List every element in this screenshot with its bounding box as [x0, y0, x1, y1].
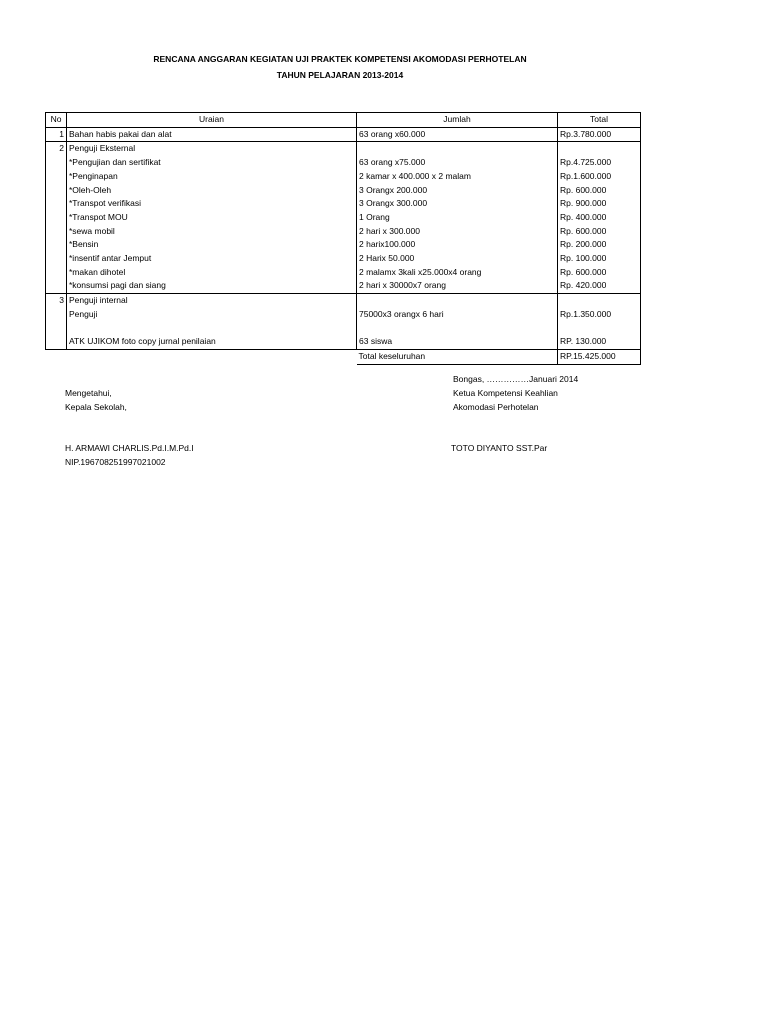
row-number: [46, 238, 67, 252]
row-quantity: 2 kamar x 400.000 x 2 malam: [357, 170, 558, 184]
row-quantity: 1 Orang: [357, 211, 558, 225]
table-row: [46, 322, 641, 336]
table-row: [46, 197, 641, 211]
row-number: [46, 335, 67, 349]
row-description: *Bensin: [67, 238, 357, 252]
row-number: [46, 184, 67, 198]
table-row: [46, 170, 641, 184]
row-total: Rp.1.350.000: [558, 308, 641, 322]
row-description: *konsumsi pagi dan siang: [67, 279, 357, 293]
table-row: [46, 211, 641, 225]
row-number: [46, 211, 67, 225]
acknowledgement-label: Mengetahui,: [65, 388, 112, 398]
row-description: *Transpot MOU: [67, 211, 357, 225]
row-total: Rp. 400.000: [558, 211, 641, 225]
row-description: Bahan habis pakai dan alat: [67, 127, 357, 142]
table-row: [46, 238, 641, 252]
row-description: Penguji Eksternal: [67, 142, 357, 156]
row-number: [46, 266, 67, 280]
total-label: Total keseluruhan: [357, 349, 558, 364]
row-number: 1: [46, 127, 67, 142]
row-total: [558, 142, 641, 156]
row-total: Rp.1.600.000: [558, 170, 641, 184]
signature-left: [65, 386, 127, 414]
table-row: [46, 142, 641, 156]
table-header-row: [46, 113, 641, 128]
column-header-jumlah: Jumlah: [357, 113, 558, 128]
row-quantity: 2 harix100.000: [357, 238, 558, 252]
table-row: [46, 266, 641, 280]
row-quantity: 63 orang x60.000: [357, 127, 558, 142]
document-subtitle: TAHUN PELAJARAN 2013-2014: [276, 70, 404, 80]
row-description: [67, 322, 357, 336]
row-number: 2: [46, 142, 67, 156]
row-quantity: [357, 294, 558, 308]
column-header-no: No: [46, 113, 67, 128]
column-header-uraian: Uraian: [67, 113, 357, 128]
signature-right: [453, 372, 578, 414]
table-row: [46, 252, 641, 266]
row-quantity: 3 Orangx 200.000: [357, 184, 558, 198]
row-description: *Transpot verifikasi: [67, 197, 357, 211]
row-number: [46, 170, 67, 184]
row-quantity: [357, 142, 558, 156]
row-quantity: 2 hari x 30000x7 orang: [357, 279, 558, 293]
row-number: [46, 252, 67, 266]
row-total: Rp. 600.000: [558, 266, 641, 280]
row-number: [46, 156, 67, 170]
row-total: Rp. 100.000: [558, 252, 641, 266]
principal-nip: NIP.196708251997021002: [65, 457, 166, 467]
table-row: [46, 279, 641, 293]
total-row: [46, 349, 641, 364]
row-total: Rp. 200.000: [558, 238, 641, 252]
row-description: *Pengujian dan sertifikat: [67, 156, 357, 170]
program-name: Akomodasi Perhotelan: [453, 402, 539, 412]
row-total: Rp. 420.000: [558, 279, 641, 293]
table-row: [46, 308, 641, 322]
row-description: *insentif antar Jemput: [67, 252, 357, 266]
row-quantity: 63 siswa: [357, 335, 558, 349]
row-description: Penguji: [67, 308, 357, 322]
row-number: [46, 197, 67, 211]
row-description: ATK UJIKOM foto copy jurnal penilaian: [67, 335, 357, 349]
table-row: [46, 184, 641, 198]
row-total: Rp.4.725.000: [558, 156, 641, 170]
table-row: [46, 127, 641, 142]
row-total: Rp. 600.000: [558, 184, 641, 198]
head-signature-block: [451, 441, 547, 455]
row-description: *Penginapan: [67, 170, 357, 184]
row-description: *makan dihotel: [67, 266, 357, 280]
row-total: Rp. 900.000: [558, 197, 641, 211]
row-quantity: 75000x3 orangx 6 hari: [357, 308, 558, 322]
table-row: [46, 225, 641, 239]
row-description: *Oleh-Oleh: [67, 184, 357, 198]
head-of-program-title: Ketua Kompetensi Keahlian: [453, 388, 558, 398]
row-description: Penguji internal: [67, 294, 357, 308]
table-row: [46, 156, 641, 170]
row-number: [46, 225, 67, 239]
row-quantity: 3 Orangx 300.000: [357, 197, 558, 211]
row-number: [46, 279, 67, 293]
row-quantity: 2 Harix 50.000: [357, 252, 558, 266]
row-total: RP. 130.000: [558, 335, 641, 349]
row-quantity: 63 orang x75.000: [357, 156, 558, 170]
document-title: RENCANA ANGGARAN KEGIATAN UJI PRAKTEK KOMPETENSI AKOMODASI PERHOTELAN: [153, 54, 527, 64]
row-total: [558, 322, 641, 336]
row-number: [46, 308, 67, 322]
head-name: TOTO DIYANTO SST.Par: [451, 443, 548, 453]
row-total: Rp. 600.000: [558, 225, 641, 239]
principal-signature-block: [65, 441, 194, 469]
row-quantity: [357, 322, 558, 336]
row-quantity: 2 malamx 3kali x25.000x4 orang: [357, 266, 558, 280]
principal-name: H. ARMAWI CHARLIS.Pd.I.M.Pd.I: [65, 443, 194, 453]
row-total: Rp.3.780.000: [558, 127, 641, 142]
total-value: RP.15.425.000: [558, 349, 641, 364]
row-number: 3: [46, 294, 67, 308]
principal-title: Kepala Sekolah,: [65, 402, 127, 412]
column-header-total: Total: [558, 113, 641, 128]
budget-table: [45, 112, 641, 365]
table-row: [46, 294, 641, 308]
signature-date: Bongas, ……………Januari 2014: [453, 374, 579, 384]
row-quantity: 2 hari x 300.000: [357, 225, 558, 239]
row-total: [558, 294, 641, 308]
table-row: [46, 335, 641, 349]
row-number: [46, 322, 67, 336]
row-description: *sewa mobil: [67, 225, 357, 239]
